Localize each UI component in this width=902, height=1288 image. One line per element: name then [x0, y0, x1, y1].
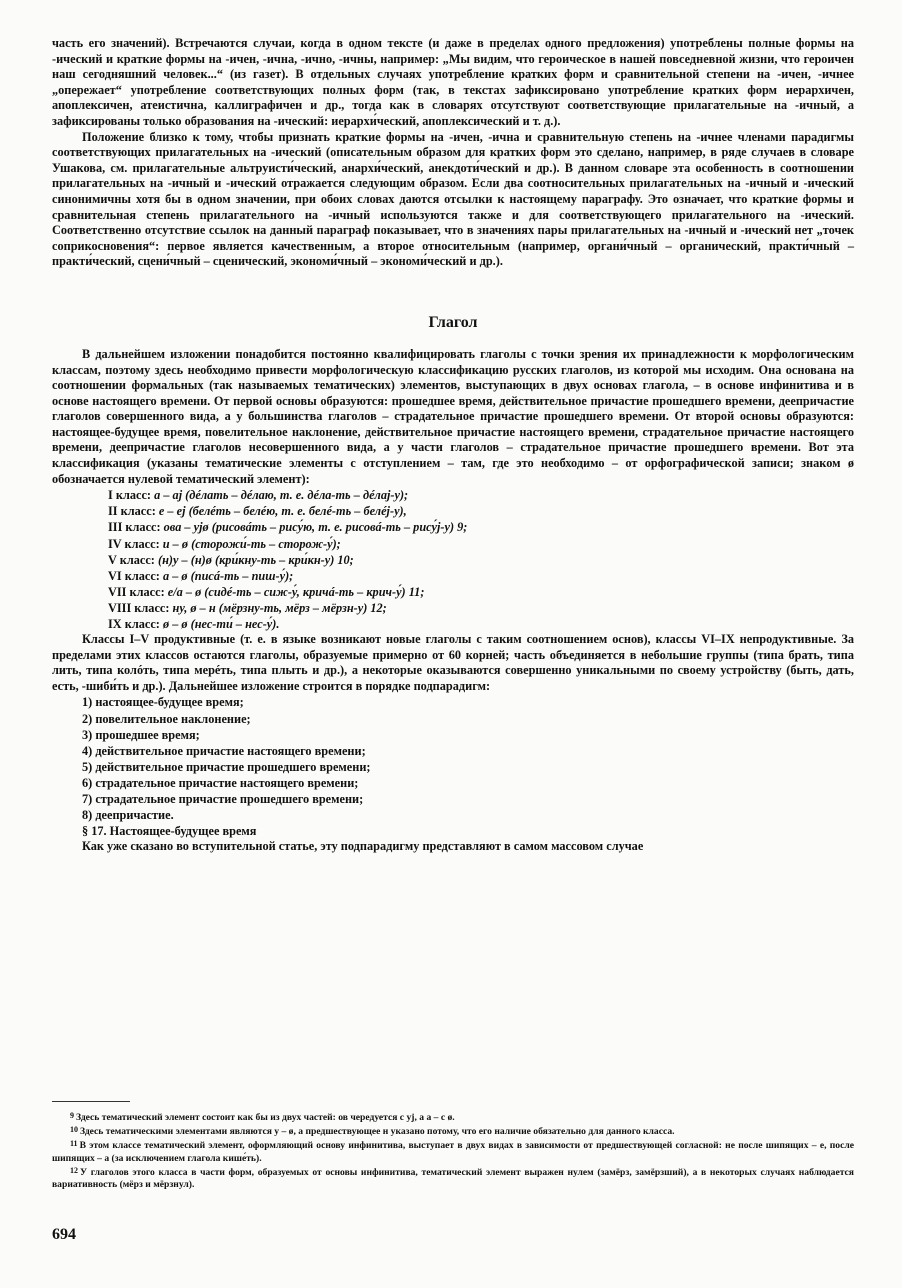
subparadigm-item: 6) страдательное причастие настоящего времени; [82, 775, 359, 790]
main-text [52, 36, 854, 855]
footnote: $^{11}$ В этом классе тематический элемент, оформляющий основу инфинитива, выступает в двух видах в зависимости от предшествующей согласной: не после шипящих – е, после шипящих – а (за исключением глагола кише́ть). [52, 1139, 854, 1164]
subparadigm-item: 1) настоящее-будущее время; [82, 695, 244, 710]
paragraph-continuation: часть его значений). Встречаются случаи, когда в одном тексте (и даже в пределах одного предложения) употреблены полные формы на -ический и краткие формы на -ичен, -ична, -ично, -ичны, например: „Мы видим, что героическое в нашей повседневной жизни, что героичен наш сегодняшний человек...“ (из газет). В отдельных случаях употребление кратких форм и сравнительной степени на -ичен, -ичнее „опережает“ употребление соответствующих полных форм (так, в текстах зафиксировано употребление кратких форм иерархичен, апоплексичен, атеистична, каллиграфичен и др., тогда как в словарях отсутствуют соответствующие прилагательные на -ичный, а зафиксированы только образования на -ический: иерархи́ческий, апоплексический и т. д.). [52, 36, 854, 128]
paragraph-classes-note: Классы I–V продуктивные (т. е. в языке возникают новые глаголы с таким соотношением основ), классы VI–IX непродуктивные. За пределами этих классов остаются глаголы, образуемые примерно от 60 корней; часть объединяется в небольшие группы (типа брать, типа лить, типа колóть, типа мерéть, типа плыть и др.), а некоторые оказываются совершенно уникальными по своему устройству (быть, дать, есть, -шиби́ть и др.). Дальнейшее изложение строится в порядке подпарадигм: [52, 632, 854, 693]
verb-class-item: V класс: (н)у – (н)ø (кри́кну-ть – кри́кн-у) 10; [108, 552, 354, 567]
verb-class-item: I класс: а – aj (дéлать – дéлаю, т. е. дéла-ть – дéлаj-у); [108, 488, 409, 503]
verb-class-item: II класс: е – ej (белéть – белéю, т. е. белé-ть – белéj-у), [108, 504, 407, 519]
subparadigm-item: 8) деепричастие. [82, 808, 174, 823]
footnote: $^9$ Здесь тематический элемент состоит как бы из двух частей: ов чередуется с уj, а а – с ø. [70, 1111, 455, 1123]
verb-class-item: IX класс: ø – ø (нес-ти́ – нес-у́). [108, 617, 280, 631]
footnote: $^{12}$ У глаголов этого класса в части форм, образуемых от основы инфинитива, тематический элемент выражен нулем (замёрз, замёрзший), а в некоторых случаях наблюдается вариативность (мёрз и мёрзнул). [52, 1165, 854, 1191]
subparadigm-item: 3) прошедшее время; [82, 727, 200, 742]
subparadigm-list [82, 694, 854, 823]
section-title: Настоящее-будущее время [109, 824, 257, 839]
verb-class-item: III класс: ова – уjø (рисовáть – рису́ю, т. е. рисовá-ть – рису́j-у) 9; [108, 520, 468, 535]
footnote: $^{10}$ Здесь тематическими элементами являются у – ø, а предшествующее н указано потому, что его наличие обязательно для данного класса. [70, 1125, 675, 1138]
verb-class-item: VI класс: а – ø (писá-ть – пиш-у́); [108, 568, 294, 583]
section-number: § 17. [82, 824, 107, 839]
paragraph-adjectives: Положение близко к тому, чтобы признать краткие формы на -ичен, -ична и сравнительную степень на -ичнее членами парадигмы соответствующих прилагательных на -ический (описательным образом для кратких форм это сделано, например, в ряде случаев в словаре Ушакова, см. прилагательные альтруисти́ческий, анархи́ческий, анекдоти́ческий и др.). В данном словаре эта особенность в соотношении прилагательных на -ичный и -ический отражается следующим образом. Если два соотносительных прилагательных на -ичный и -ический синонимичны хотя бы в одном значении, при обоих словах даются отсылки к настоящему параграфу. Это означает, что краткие формы и сравнительная степень прилагательного на -ичный используются также и для соответствующего прилагательного на -ический. Соответственно отсутствие ссылок на данный параграф показывает, что в значениях пары прилагательных на -ичный и -ический нет „точек соприкосновения“: первое является качественным, а второе относительным (например, органи́чный – органический, практи́чный – практи́ческий, сцени́чный – сценический, экономи́чный – экономи́ческий и др.). [52, 129, 854, 269]
verb-class-item: VIII класс: ну, ø – н (мёрзну-ть, мёрз – мёрзн-у) 12; [108, 600, 387, 615]
subparadigm-item: 7) страдательное причастие прошедшего времени; [82, 792, 364, 807]
paragraph-verb-intro: В дальнейшем изложении понадобится постоянно квалифицировать глаголы с точки зрения их принадлежности к морфологическим классам, поэтому здесь необходимо привести морфологическую классификацию русских глаголов, из которой мы исходим. Она основана на соотношении формальных (так называемых тематических) элементов, выступающих в двух основах глагола, – в основе инфинитива и в основе настоящего времени. От первой основы образуются: прошедшее время, действительное причастие прошедшего времени, деепричастие глаголов совершенного вида, а у большинства глаголов – страдательное причастие прошедшего времени. От второй основы образуются: настоящее-будущее время, повелительное наклонение, действительное причастие настоящего времени, страдательное причастие настоящего времени, деепричастие глаголов несовершенного вида, а у части глаголов – страдательное причастие прошедшего времени. Вот эта классификация (указаны тематические элементы с отступлением – там, где это необходимо – от орфографической записи; знаком ø обозначается нулевой тематический элемент): [52, 346, 854, 486]
footnotes [52, 1110, 854, 1191]
section-17-heading [82, 823, 854, 839]
section-heading-verb: Глагол [428, 313, 478, 331]
verb-class-item: VII класс: е/а – ø (сидé-ть – сиж-у́, кричá-ть – крич-у́) 11; [108, 584, 425, 599]
subparadigm-item: 5) действительное причастие прошедшего времени; [82, 759, 371, 774]
subparadigm-item: 2) повелительное наклонение; [82, 711, 251, 726]
footnote-divider [52, 1101, 130, 1102]
verb-class-item: IV класс: и – ø (сторожи́-ть – сторож-у́); [108, 536, 341, 551]
subparadigm-item: 4) действительное причастие настоящего времени; [82, 743, 366, 758]
paragraph-section-17: Как уже сказано во вступительной статье, эту подпарадигму представляют в самом массовом случае [82, 839, 644, 854]
verb-class-list [108, 487, 854, 632]
page-number: 694 [52, 1226, 76, 1243]
